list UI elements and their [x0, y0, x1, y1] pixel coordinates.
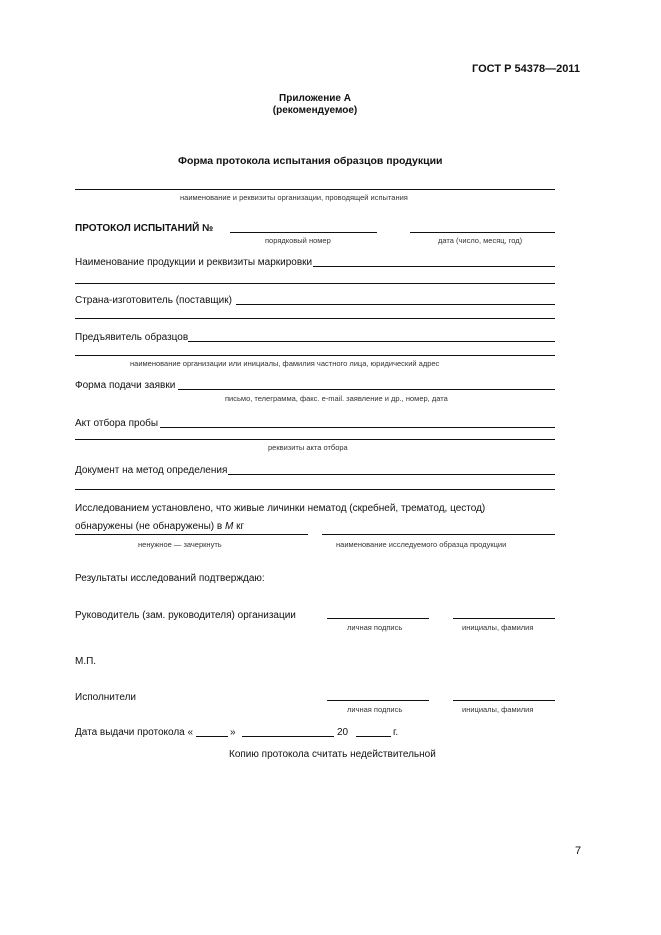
country-label: Страна-изготовитель (поставщик) [75, 295, 232, 306]
sampling-act-caption: реквизиты акта отбора [268, 443, 348, 452]
issue-day-line [196, 736, 228, 737]
applicant-label: Предъявитель образцов [75, 332, 189, 343]
head-signature-line [327, 618, 429, 619]
sampling-act-line [160, 427, 555, 428]
page-number: 7 [575, 845, 582, 857]
organization-line [75, 189, 555, 190]
result-mass-variable: M [224, 521, 234, 532]
protocol-label: ПРОТОКОЛ ИСПЫТАНИЙ № [75, 223, 214, 234]
method-doc-label: Документ на метод определения [75, 465, 228, 476]
sampling-act-label: Акт отбора пробы [75, 418, 159, 429]
strike-unneeded-caption: ненужное — зачеркнуть [138, 540, 222, 549]
executors-label: Исполнители [75, 692, 137, 703]
executors-name-caption: инициалы, фамилия [462, 705, 534, 714]
executors-signature-line [327, 700, 429, 701]
result-found-underline [75, 534, 308, 535]
confirm-text: Результаты исследований подтверждаю: [75, 573, 265, 584]
stamp-place: М.П. [75, 656, 97, 667]
result-found-prefix: обнаружены (не обнаружены) в [75, 521, 225, 532]
product-name-label: Наименование продукции и реквизиты маркировки [75, 257, 313, 268]
annex-subtitle: (рекомендуемое) [272, 105, 358, 116]
result-mass-unit: кг [233, 521, 245, 532]
executors-signature-caption: личная подпись [347, 705, 403, 714]
head-label: Руководитель (зам. руководителя) организации [75, 610, 296, 621]
application-form-caption: письмо, телеграмма, факс. e-mail. заявление и др., номер, дата [225, 394, 448, 403]
copy-note: Копию протокола считать недействительной [229, 749, 436, 760]
standard-number: ГОСТ Р 54378—2011 [472, 63, 580, 75]
applicant-line-2 [75, 355, 555, 356]
sample-name-caption: наименование исследуемого образца продукции [336, 540, 507, 549]
applicant-line [188, 341, 555, 342]
executors-name-line [453, 700, 555, 701]
sample-name-line [322, 534, 555, 535]
sampling-act-line-2 [75, 439, 555, 440]
result-found-line [75, 521, 244, 533]
head-name-line [453, 618, 555, 619]
protocol-number-line [230, 232, 377, 233]
result-statement: Исследованием установлено, что живые личинки нематод (скребней, трематод, цестод) [75, 503, 486, 514]
organization-caption: наименование и реквизиты организации, проводящей испытания [180, 193, 408, 202]
issue-date-label: Дата выдачи протокола « [75, 727, 194, 738]
applicant-caption: наименование организации или инициалы, фамилия частного лица, юридический адрес [130, 359, 440, 368]
head-name-caption: инициалы, фамилия [462, 623, 534, 632]
issue-year-suffix: г. [393, 727, 399, 738]
form-title: Форма протокола испытания образцов продукции [178, 155, 443, 167]
method-doc-line [228, 474, 555, 475]
country-line [236, 304, 555, 305]
issue-year-prefix: 20 [337, 727, 349, 738]
application-form-label: Форма подачи заявки [75, 380, 176, 391]
product-name-line-2 [75, 283, 555, 284]
head-signature-caption: личная подпись [347, 623, 403, 632]
annex-title: Приложение А [279, 93, 351, 104]
issue-quote-close: » [230, 727, 236, 738]
country-line-2 [75, 318, 555, 319]
product-name-line [313, 266, 555, 267]
protocol-date-caption: дата (число, месяц, год) [438, 236, 523, 245]
protocol-date-line [410, 232, 555, 233]
application-form-line [178, 389, 555, 390]
issue-year-line [356, 736, 391, 737]
issue-month-line [242, 736, 334, 737]
protocol-number-caption: порядковый номер [265, 236, 331, 245]
method-doc-line-2 [75, 489, 555, 490]
